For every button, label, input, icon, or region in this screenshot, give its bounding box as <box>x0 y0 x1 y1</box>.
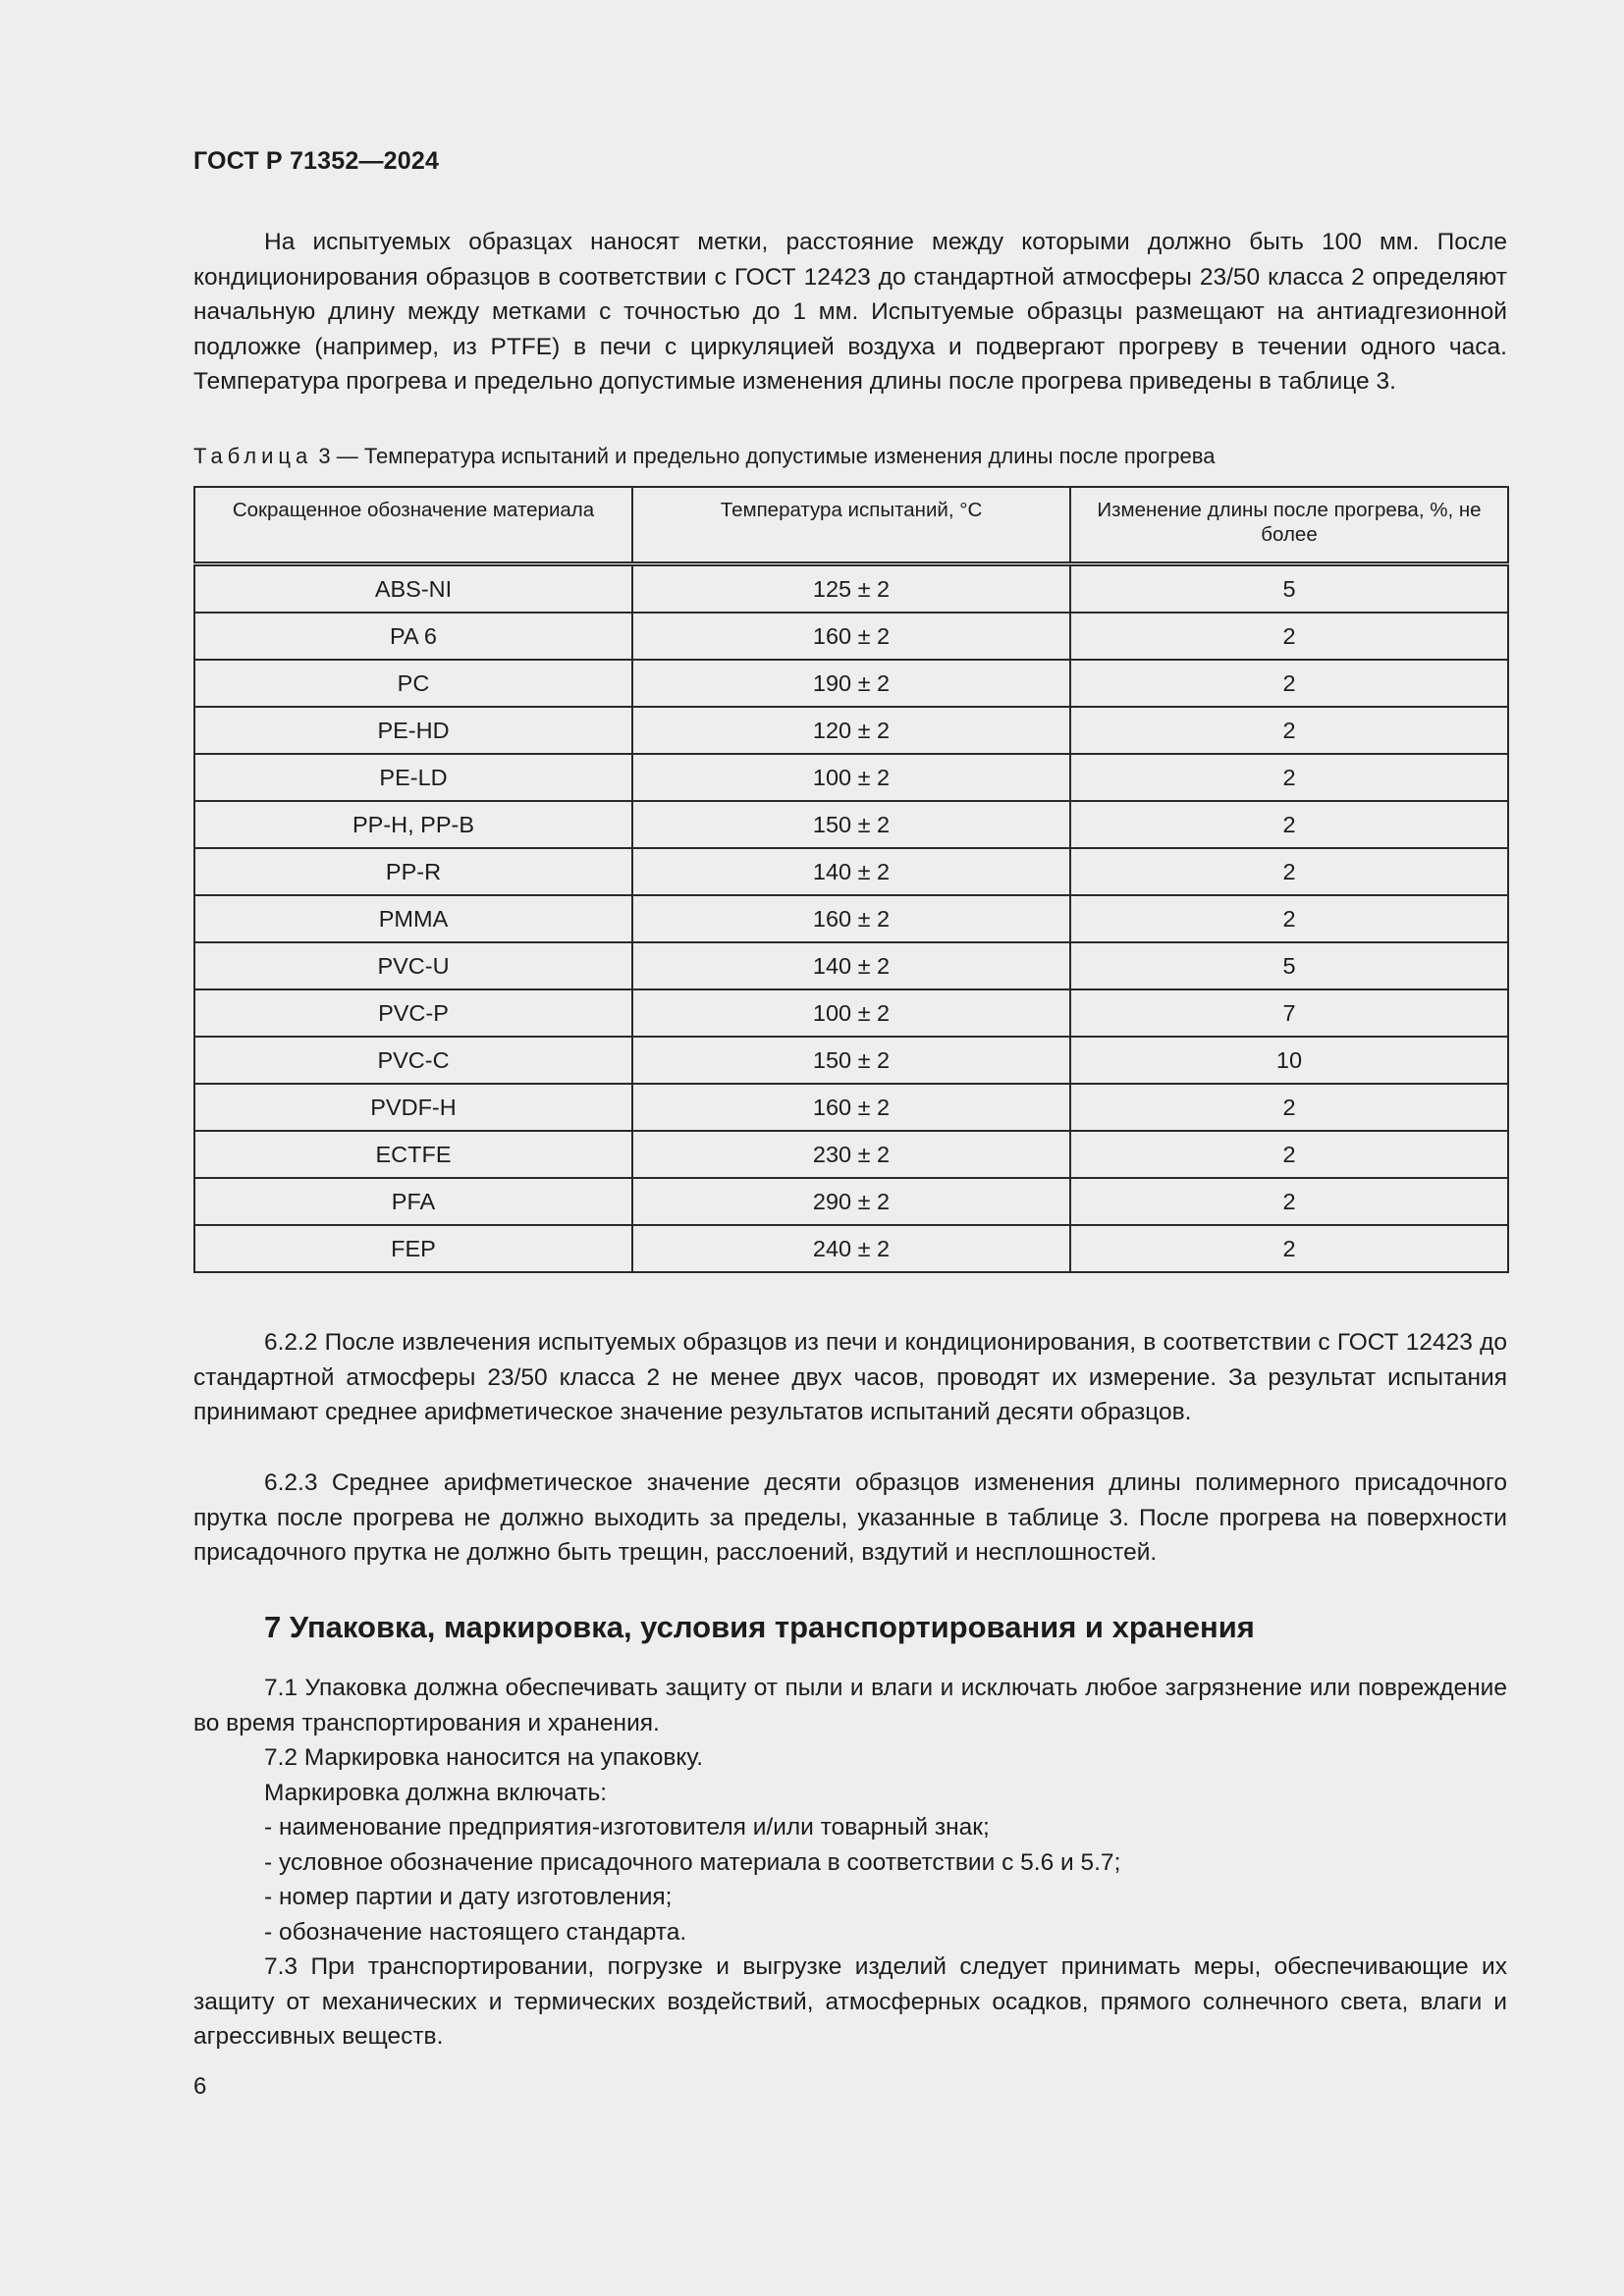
table-row <box>194 754 1508 801</box>
cell-length-change: 2 <box>1070 707 1508 754</box>
cell-temperature: 140 ± 2 <box>632 848 1070 895</box>
clause-7-1: 7.1 Упаковка должна обеспечивать защиту от пыли и влаги и исключать любое загрязнение или повреждение во время транспортирования и хранения. <box>193 1675 1507 1736</box>
cell-material: ECTFE <box>194 1131 632 1178</box>
clause-7-3: 7.3 При транспортировании, погрузке и выгрузке изделий следует принимать меры, обеспечивающие их защиту от механических и термических воздействий, атмосферных осадков, прямого солнечного света, влаги и агрессивных веществ. <box>193 1953 1507 2050</box>
table-header-row <box>194 487 1508 564</box>
header-length-change: Изменение длины после прогрева, %, не более <box>1070 487 1508 564</box>
section-7-body <box>193 1671 1507 2055</box>
table-row <box>194 801 1508 848</box>
cell-temperature: 160 ± 2 <box>632 613 1070 660</box>
cell-temperature: 160 ± 2 <box>632 1084 1070 1131</box>
table-row <box>194 1178 1508 1225</box>
cell-length-change: 10 <box>1070 1037 1508 1084</box>
table-caption-prefix: Таблица <box>193 444 313 468</box>
cell-temperature: 160 ± 2 <box>632 895 1070 942</box>
intro-paragraph: На испытуемых образцах наносят метки, расстояние между которыми должно быть 100 мм. После кондиционирования образцов в соответствии с ГОСТ 12423 до стандартной атмосферы 23/50 класса 2 определяют начальную длину между метками с точностью до 1 мм. Испытуемые образцы размещают на антиадгезионной подложке (например, из PTFE) в печи с циркуляцией воздуха и подвергают прогреву в течении одного часа. Температура прогрева и предельно допустимые изменения длины после прогрева приведены в таблице 3. <box>193 229 1507 395</box>
document-header: ГОСТ Р 71352—2024 <box>193 147 440 175</box>
cell-material: PVC-P <box>194 989 632 1037</box>
cell-length-change: 2 <box>1070 660 1508 707</box>
cell-material: PC <box>194 660 632 707</box>
cell-temperature: 125 ± 2 <box>632 564 1070 614</box>
page-number: 6 <box>193 2073 207 2100</box>
table-row <box>194 848 1508 895</box>
cell-temperature: 150 ± 2 <box>632 1037 1070 1084</box>
cell-length-change: 2 <box>1070 848 1508 895</box>
header-material: Сокращенное обозначение материала <box>194 487 632 564</box>
cell-length-change: 2 <box>1070 754 1508 801</box>
table-row <box>194 1131 1508 1178</box>
cell-material: PA 6 <box>194 613 632 660</box>
cell-temperature: 230 ± 2 <box>632 1131 1070 1178</box>
table-caption-text: 3 — Температура испытаний и предельно допустимые изменения длины после прогрева <box>312 444 1216 468</box>
table-row <box>194 1084 1508 1131</box>
list-item: - обозначение настоящего стандарта. <box>264 1918 687 1946</box>
cell-material: PE-HD <box>194 707 632 754</box>
table-row <box>194 707 1508 754</box>
cell-temperature: 140 ± 2 <box>632 942 1070 989</box>
section-7-title: 7 Упаковка, маркировка, условия транспортирования и хранения <box>264 1610 1255 1644</box>
list-item: - наименование предприятия-изготовителя и/или товарный знак; <box>264 1814 990 1841</box>
cell-length-change: 5 <box>1070 564 1508 614</box>
table-row <box>194 989 1508 1037</box>
table-caption <box>193 444 1215 469</box>
table-row <box>194 895 1508 942</box>
cell-length-change: 2 <box>1070 613 1508 660</box>
clause-6-2-2: 6.2.2 После извлечения испытуемых образцов из печи и кондиционирования, в соответствии с ГОСТ 12423 до стандартной атмосферы 23/50 класса 2 не менее двух часов, проводят их измерение. За результат испытания принимают среднее арифметическое значение результатов испытаний десяти образцов. <box>193 1329 1507 1425</box>
table-row <box>194 942 1508 989</box>
table-row <box>194 613 1508 660</box>
cell-material: PMMA <box>194 895 632 942</box>
cell-material: PVC-C <box>194 1037 632 1084</box>
cell-length-change: 2 <box>1070 801 1508 848</box>
cell-temperature: 150 ± 2 <box>632 801 1070 848</box>
cell-material: PFA <box>194 1178 632 1225</box>
cell-length-change: 2 <box>1070 1178 1508 1225</box>
list-item: - номер партии и дату изготовления; <box>264 1884 673 1910</box>
table-3 <box>193 486 1509 1273</box>
cell-length-change: 2 <box>1070 1225 1508 1272</box>
cell-material: FEP <box>194 1225 632 1272</box>
clause-6-2-3: 6.2.3 Среднее арифметическое значение десяти образцов изменения длины полимерного присадочного прутка после прогрева не должно выходить за пределы, указанные в таблице 3. После прогрева на поверхности присадочного прутка не должно быть трещин, расслоений, вздутий и несплошностей. <box>193 1469 1507 1566</box>
table-body <box>194 564 1508 1273</box>
cell-material: PVDF-H <box>194 1084 632 1131</box>
cell-length-change: 2 <box>1070 1084 1508 1131</box>
cell-temperature: 190 ± 2 <box>632 660 1070 707</box>
cell-temperature: 240 ± 2 <box>632 1225 1070 1272</box>
cell-length-change: 2 <box>1070 895 1508 942</box>
cell-temperature: 120 ± 2 <box>632 707 1070 754</box>
marking-intro: Маркировка должна включать: <box>264 1779 608 1806</box>
table-row <box>194 1225 1508 1272</box>
cell-temperature: 100 ± 2 <box>632 754 1070 801</box>
cell-length-change: 2 <box>1070 1131 1508 1178</box>
table-row <box>194 1037 1508 1084</box>
table-row <box>194 660 1508 707</box>
document-page <box>193 0 1507 2296</box>
cell-material: ABS-NI <box>194 564 632 614</box>
cell-material: PP-H, PP-B <box>194 801 632 848</box>
cell-length-change: 7 <box>1070 989 1508 1037</box>
cell-material: PVC-U <box>194 942 632 989</box>
cell-length-change: 5 <box>1070 942 1508 989</box>
cell-temperature: 100 ± 2 <box>632 989 1070 1037</box>
table-row <box>194 564 1508 614</box>
cell-material: PP-R <box>194 848 632 895</box>
cell-temperature: 290 ± 2 <box>632 1178 1070 1225</box>
list-item: - условное обозначение присадочного материала в соответствии с 5.6 и 5.7; <box>264 1848 1121 1876</box>
header-temperature: Температура испытаний, °С <box>632 487 1070 564</box>
cell-material: PE-LD <box>194 754 632 801</box>
clause-7-2: 7.2 Маркировка наносится на упаковку. <box>264 1744 704 1771</box>
